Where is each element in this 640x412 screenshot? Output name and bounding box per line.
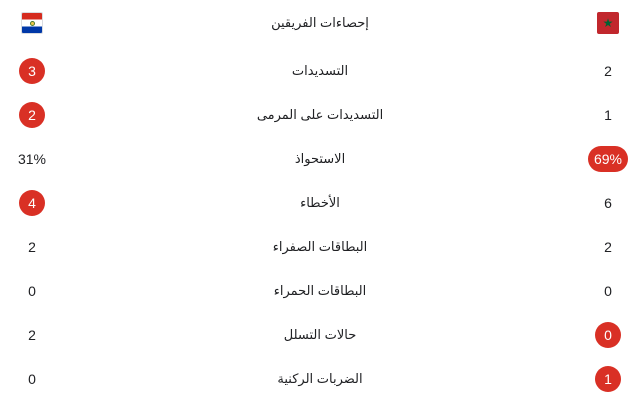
stat-row-red-cards — [0, 275, 640, 307]
left-team-value: 3 — [19, 58, 45, 84]
stat-row-yellow-cards — [0, 231, 640, 263]
right-team-flag-cell — [576, 7, 640, 39]
stat-row-shots — [0, 55, 640, 87]
right-team-value: 2 — [604, 239, 612, 255]
stat-label: حالات التسلل — [283, 327, 357, 342]
paraguay-emblem-icon — [30, 21, 35, 26]
right-team-value: 0 — [595, 322, 621, 348]
left-team-flag-cell — [0, 7, 64, 39]
left-team-value: 31% — [17, 151, 47, 167]
stat-row-possession — [0, 143, 640, 175]
stat-row-shots-on-target — [0, 99, 640, 131]
stat-label: الأخطاء — [300, 195, 340, 210]
stat-row-corners — [0, 363, 640, 395]
stat-row-fouls — [0, 187, 640, 219]
left-team-value: 0 — [28, 371, 36, 387]
stat-label: الضربات الركنية — [277, 371, 363, 386]
left-team-value: 2 — [28, 327, 36, 343]
left-team-value: 0 — [28, 283, 36, 299]
right-team-value: 69% — [588, 146, 628, 172]
stat-label: التسديدات — [291, 63, 349, 78]
left-team-value: 2 — [28, 239, 36, 255]
paraguay-flag-icon — [21, 12, 43, 34]
stats-title: إحصاءات الفريقين — [271, 15, 369, 30]
stat-label: البطاقات الصفراء — [272, 239, 368, 254]
right-team-value: 1 — [604, 107, 612, 123]
stat-label: التسديدات على المرمى — [256, 107, 384, 122]
right-team-value: 1 — [595, 366, 621, 392]
morocco-flag-icon: ★ — [597, 12, 619, 34]
right-team-value: 6 — [604, 195, 612, 211]
stats-header-row — [0, 7, 640, 39]
stat-label: الاستحواذ — [294, 151, 346, 166]
stat-row-offsides — [0, 319, 640, 351]
left-team-value: 2 — [19, 102, 45, 128]
stat-label: البطاقات الحمراء — [273, 283, 367, 298]
left-team-value: 4 — [19, 190, 45, 216]
right-team-value: 0 — [604, 283, 612, 299]
right-team-value: 2 — [604, 63, 612, 79]
